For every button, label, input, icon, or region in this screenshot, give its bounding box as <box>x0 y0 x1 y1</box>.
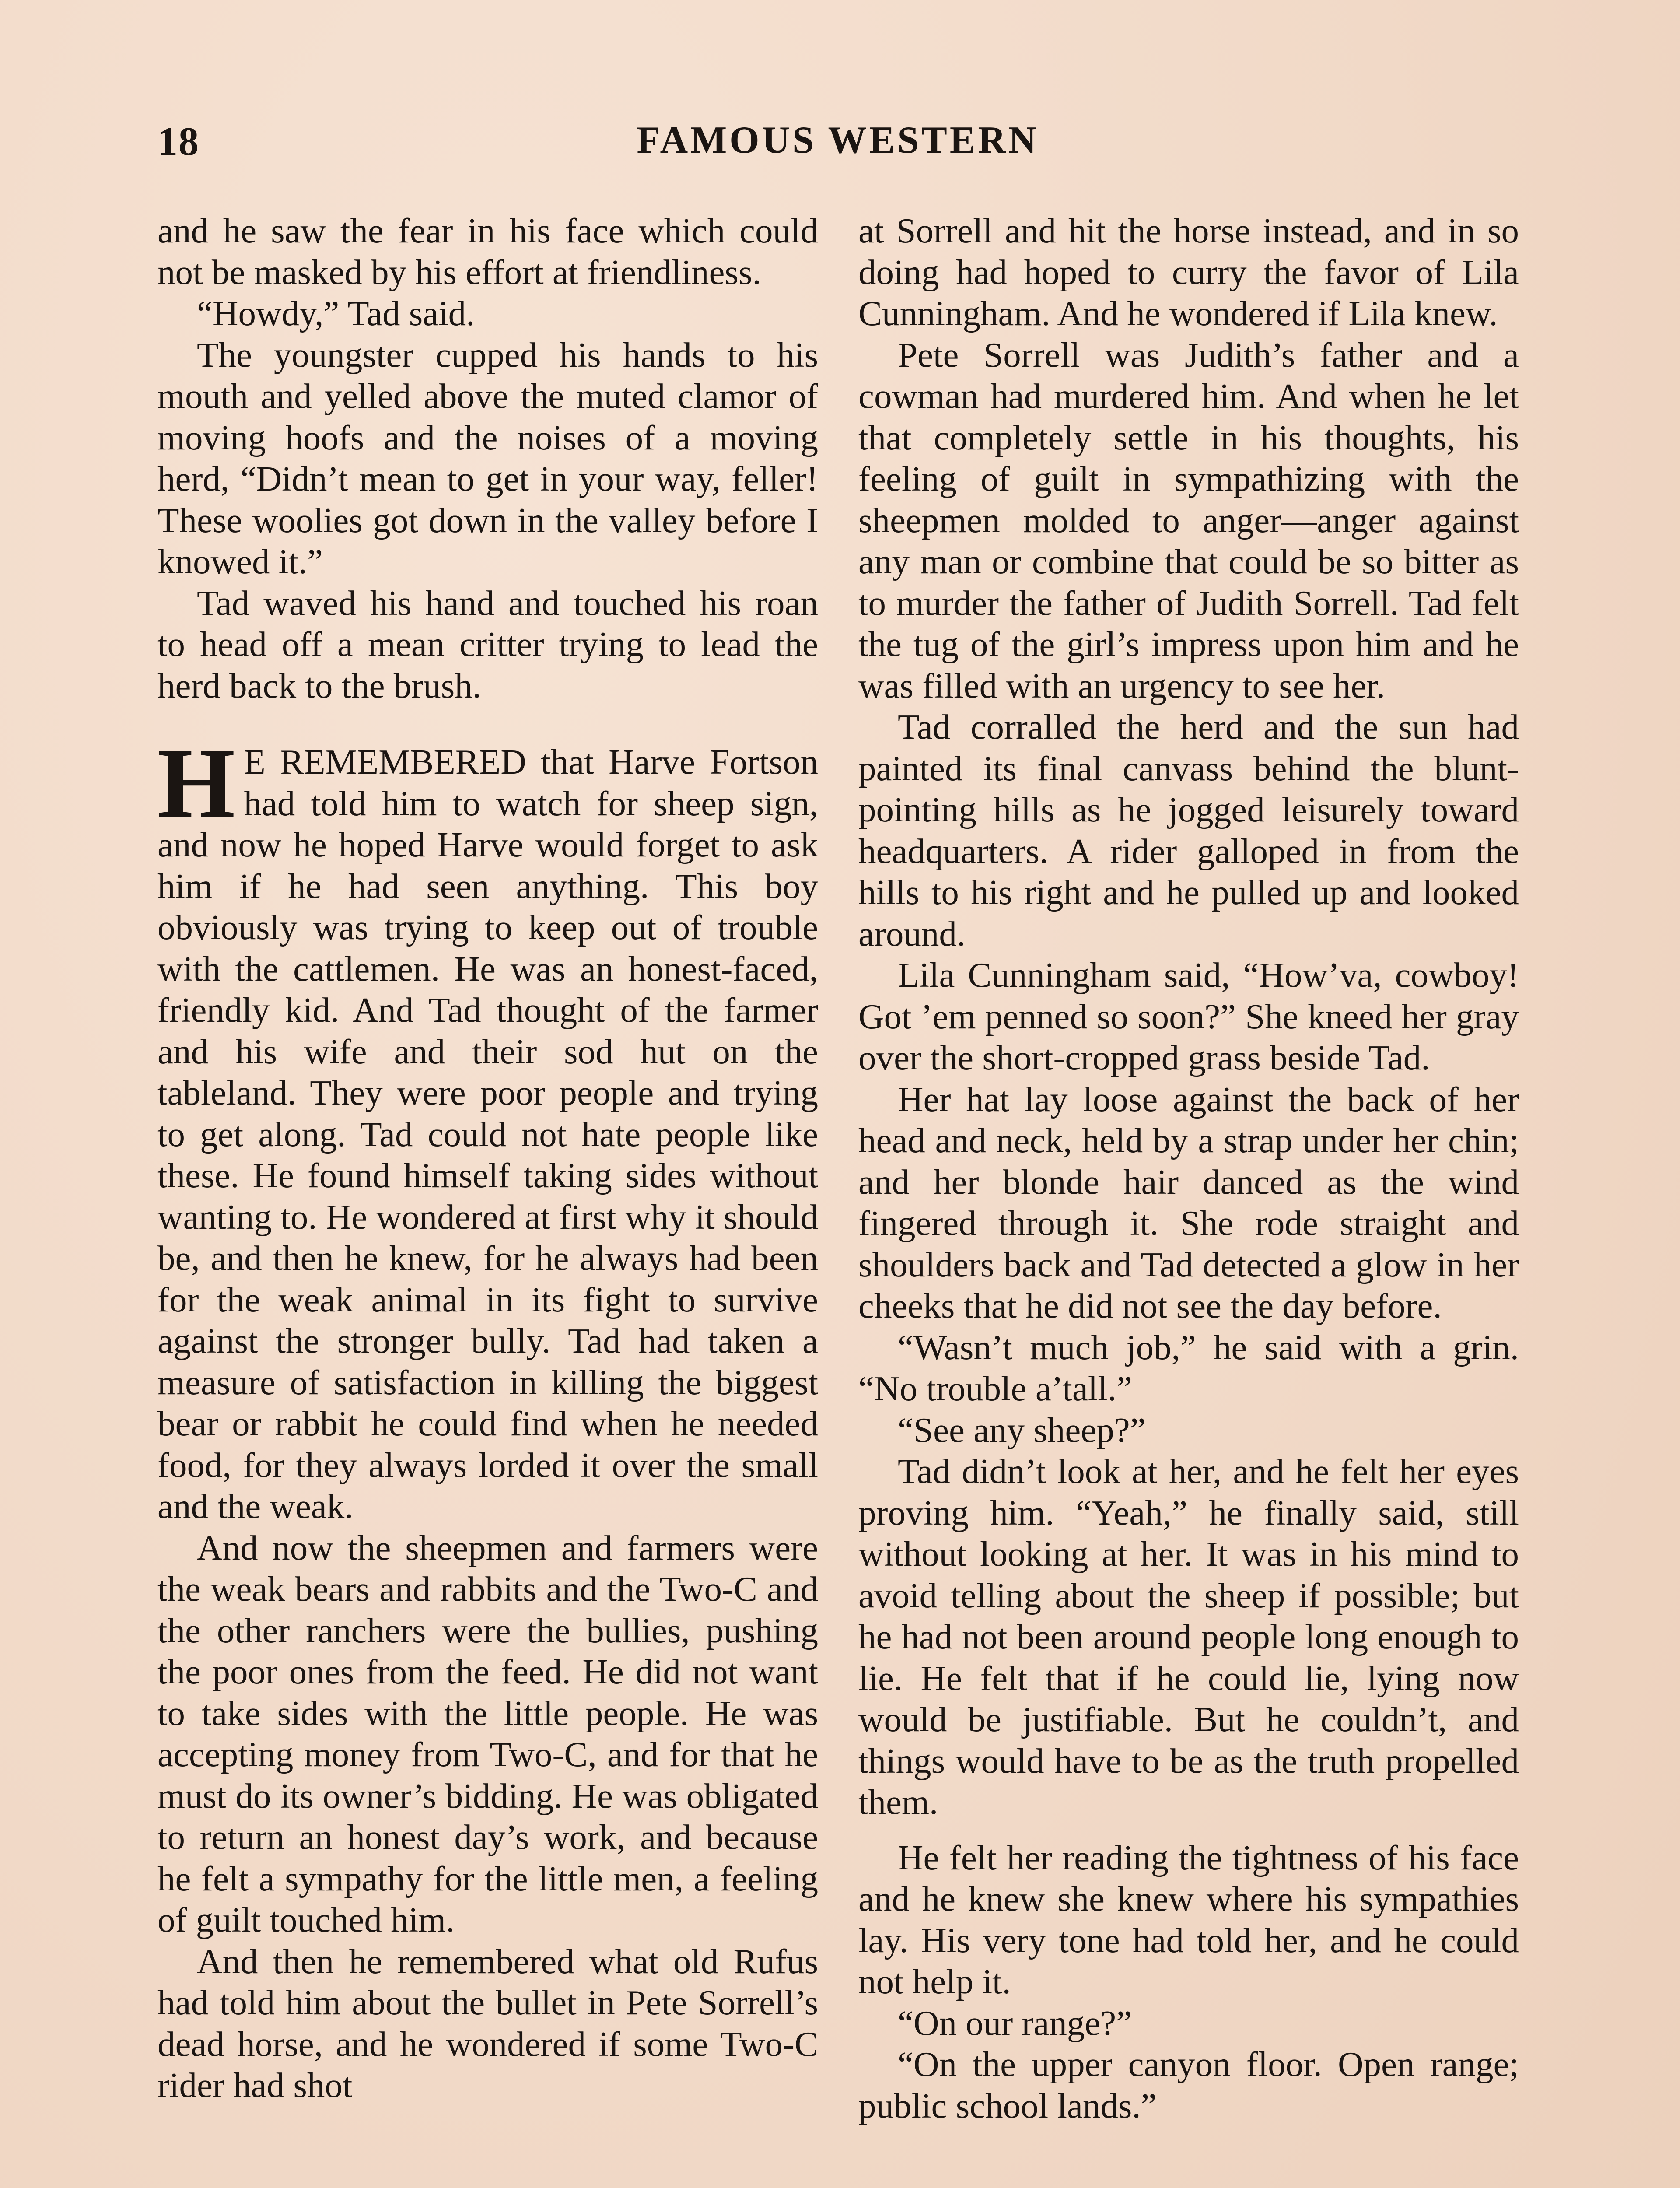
paragraph: He felt her reading the tightness of his face and he knew she knew where his sympathies lay. His very tone had told her, and he could not help it. <box>858 1837 1519 2001</box>
paragraph: Her hat lay loose against the back of her head and neck, held by a strap under her chin; and her blonde hair danced as the wind fingered through it. She rode straight and shoulders back and Tad detected a glow in her cheeks that he did not see the day before. <box>858 1079 1519 1325</box>
paragraph: Tad didn’t look at her, and he felt her eyes proving him. “Yeah,” he finally said, still without looking at her. It was in his mind to avoid telling about the sheep if possible; but he had not been around people long enough to lie. He felt that if he could lie, lying now would be justifiable. But he couldn’t, and things would have to be as the truth propelled them. <box>858 1452 1519 1822</box>
paragraph: Tad corralled the herd and the sun had painted its final canvass behind the blunt-pointing hills as he jogged leisurely toward headquarters. A rider galloped in from the hills to his right and he pulled up and looked around. <box>858 707 1519 954</box>
paragraph: And then he remembered what old Rufus had told him about the bullet in Pete Sorrell’s dead horse, and he wondered if some Two-C rider had shot <box>158 1941 818 2105</box>
paragraph: And now the sheepmen and farmers were the weak bears and rabbits and the Two-C and the other ranchers were the bullies, pushing the poor ones from the feed. He did not want to take sides with the little people. He was accepting money from Two-C, and for that he must do its owner’s bidding. He was obligated to return an honest day’s work, and because he felt a sympathy for the little men, a feeling of guilt touched him. <box>158 1528 818 1939</box>
paragraph: “See any sheep?” <box>898 1410 1146 1450</box>
paragraph: and he saw the fear in his face which could not be masked by his effort at friendliness. <box>158 211 818 292</box>
page-header <box>158 118 1518 179</box>
drop-cap: H <box>158 728 235 838</box>
page-number: 18 <box>158 119 200 164</box>
dropcap-paragraph <box>158 728 818 1527</box>
paragraph: “On our range?” <box>898 2003 1132 2043</box>
paragraph: “Howdy,” Tad said. <box>197 294 475 333</box>
running-title: FAMOUS WESTERN <box>637 119 1039 161</box>
paragraph: Tad waved his hand and touched his roan to head off a mean critter trying to lead the herd back to the brush. <box>158 583 818 705</box>
paragraph: at Sorrell and hit the horse instead, and in so doing had hoped to curry the favor of Lila Cunningham. And he wondered if Lila knew. <box>858 211 1519 333</box>
paragraph: The youngster cupped his hands to his mouth and yelled above the muted clamor of moving hoofs and the noises of a moving herd, “Didn’t mean to get in your way, feller! These woolies got down in the valley before I knowed it.” <box>158 335 818 581</box>
paragraph: Pete Sorrell was Judith’s father and a cowman had murdered him. And when he let that completely settle in his thoughts, his feeling of guilt in sympathizing with the sheepmen molded to anger—anger against any man or combine that could be so bitter as to murder the father of Judith Sorrell. Tad felt the tug of the girl’s impress upon him and he was filled with an urgency to see her. <box>858 335 1519 705</box>
paragraph: Lila Cunningham said, “How’va, cowboy! Got ’em penned so soon?” She kneed her gray over the short-cropped grass beside Tad. <box>858 955 1519 1077</box>
paragraph: “On the upper canyon floor. Open range; public school lands.” <box>858 2044 1519 2125</box>
paragraph-text: E REMEMBERED that Harve Fortson had told him to watch for sheep sign, and now he hoped Harve would forget to ask him if he had seen anything. This boy obviously was trying to keep out of trouble with the cattlemen. He was an honest-faced, friendly kid. And Tad thought of the farmer and his wife and their sod hut on the tableland. They were poor people and trying to get along. Tad could not hate people like these. He found himself taking sides without wanting to. He wondered at first why it should be, and then he knew, for he always had been for the weak animal in its fight to survive against the stronger bully. Tad had taken a measure of satisfaction in killing the biggest bear or rabbit he could find when he needed food, for they always lorded it over the small and the weak. <box>158 742 818 1526</box>
left-column <box>158 210 818 2106</box>
right-column <box>858 210 1519 2126</box>
paragraph: “Wasn’t much job,” he said with a grin. “No trouble a’tall.” <box>858 1327 1519 1408</box>
